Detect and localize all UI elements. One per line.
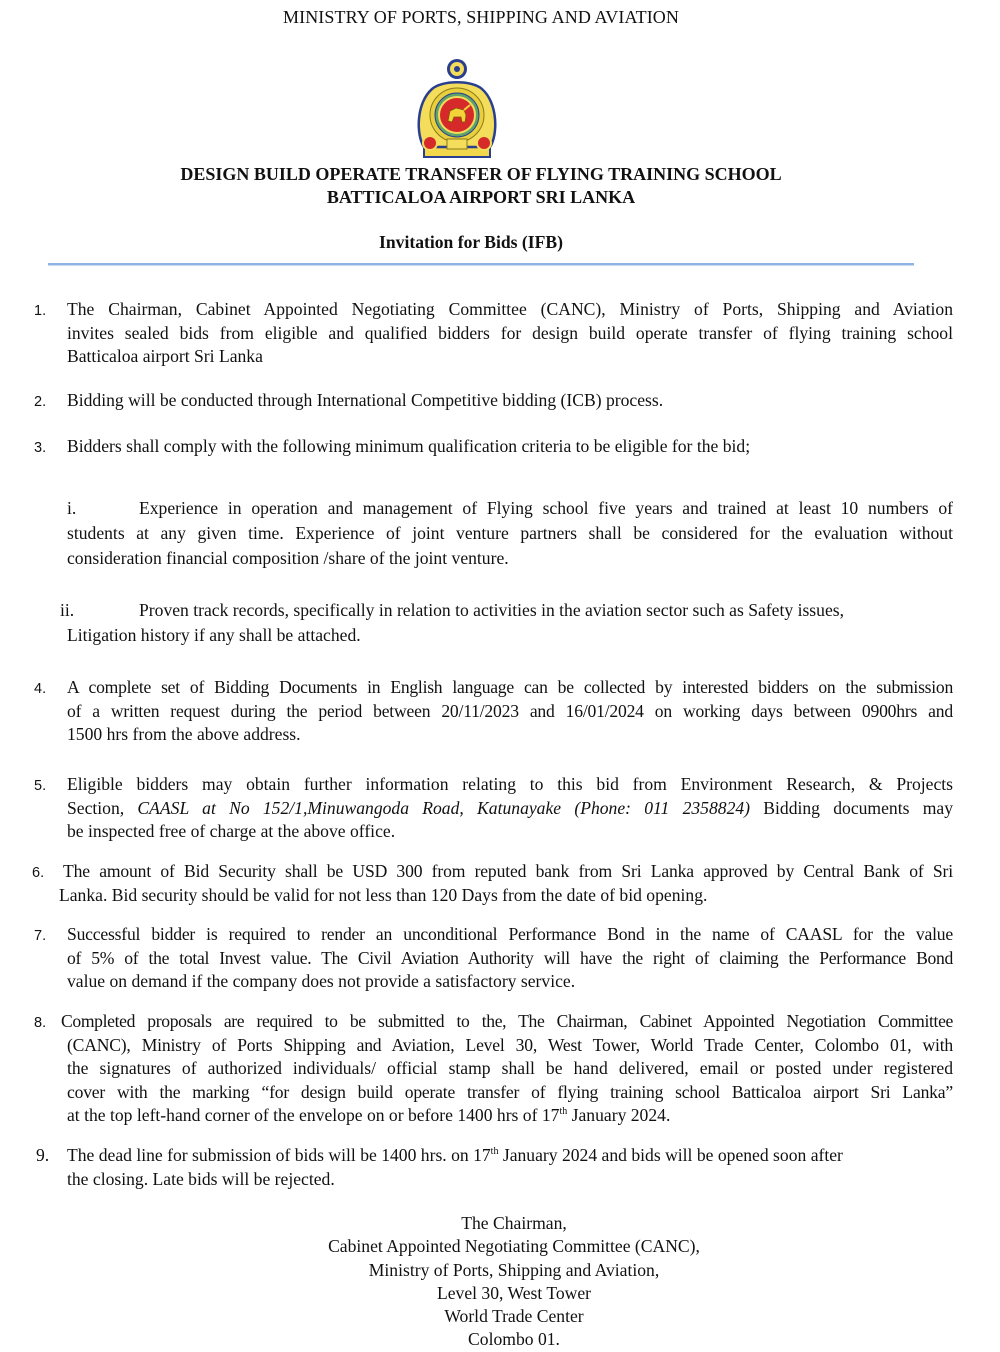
tender-title-line1: DESIGN BUILD OPERATE TRANSFER OF FLYING TRAINING SCHOOL [180,164,782,184]
tender-title [0,163,962,209]
item-number: 7. [34,928,47,944]
item-number: 9. [36,1145,50,1165]
item-text: A complete set of Bidding Documents in English language can be collected by interested bidders on the submission of a written request during the period between 20/11/2023 and 16/01/2024 on working days between 0900hrs and 1500 hrs from the above address. [67,677,953,744]
sub-item-text: Experience in operation and management of Flying school five years and trained at least 10 numbers of students at any given time. Experience of joint venture partners shall be considered for the evaluation without consideration financial composition /share of the joint venture. [67,498,953,568]
item-number: 3. [34,440,47,456]
signature-line: Colombo 01. [468,1329,560,1350]
signature-line: World Trade Center [444,1306,584,1327]
signature-line: Ministry of Ports, Shipping and Aviation, [368,1259,660,1280]
item-text: Successful bidder is required to render an unconditional Performance Bond in the name of CAASL for the value of 5% of the total Invest value. The Civil Aviation Authority will have the right of claiming the Performance Bond value on demand if the company does not provide a satisfactory service. [67,924,953,991]
caasl-address: , CAASL at No 152/1,Minuwangoda Road, Katunayake (Phone: 011 2358824) [119,797,751,818]
item-number: 4. [34,681,47,697]
item-number: 5. [34,778,47,794]
tender-title-line2: BATTICALOA AIRPORT SRI LANKA [326,187,636,207]
national-emblem-icon [412,55,502,160]
item-text: Completed proposals are required to be submitted to the, The Chairman, Cabinet Appointed Negotiation Committee (CANC), Ministry of Ports Shipping and Aviation, Level 30, West Tower, World Trade Center, Colombo 01, with the signatures of authorized individuals/ official stamp shall be hand delivered, email or posted under registered cover with the marking “for design build operate transfer of flying training school Batticaloa airport Sri Lanka” at the top left-hand corner of the envelope on or before 1400 hrs of 17th January 2024. [61,1011,953,1125]
signature-line: The Chairman, [461,1213,567,1233]
signature-line: Level 30, West Tower [436,1282,592,1303]
item-number: 1. [34,303,47,319]
item-text: The amount of Bid Security shall be USD 300 from reputed bank from Sri Lanka approved by Central Bank of Sri Lanka. Bid security should be valid for not less than 120 Days from the date of bid opening. [59,861,953,905]
sub-item-text: Proven track records, specifically in relation to activities in the aviation sector such as Safety issues, Litigation history if any shall be attached. [67,600,845,645]
ifb-subtitle: Invitation for Bids (IFB) [379,232,563,252]
signature-line: Cabinet Appointed Negotiating Committee (CANC), [328,1236,700,1257]
item-number: 2. [34,394,47,410]
sub-item-numeral: ii. [60,600,75,620]
signature-block [0,1212,1000,1352]
item-text: Bidding will be conducted through International Competitive bidding (ICB) process. [67,390,664,410]
item-text: Bidders shall comply with the following minimum qualification criteria to be eligible for the bid; [67,436,751,456]
sub-item-numeral: i. [67,498,77,518]
item-number: 6. [32,865,45,881]
item-text: The Chairman, Cabinet Appointed Negotiating Committee (CANC), Ministry of Ports, Shipping and Aviation invites sealed bids from eligible and qualified bidders for design build operate transfer of flying training school Batticaloa airport Sri Lanka [67,299,953,366]
ministry-heading: MINISTRY OF PORTS, SHIPPING AND AVIATION [283,7,679,27]
horizontal-divider [48,263,914,266]
item-number: 8. [34,1015,47,1031]
item-text: The dead line for submission of bids will be 1400 hrs. on 17th January 2024 and bids will be opened soon after the closing. Late bids will be rejected. [67,1145,843,1189]
item-text: Eligible bidders may obtain further information relating to this bid from Environment Research, & Projects Section, CAASL at No 152/1,Minuwangoda Road, Katunayake (Phone: 011 2358824) Bidding documents may be inspected free of charge at the above office. [67,774,953,841]
